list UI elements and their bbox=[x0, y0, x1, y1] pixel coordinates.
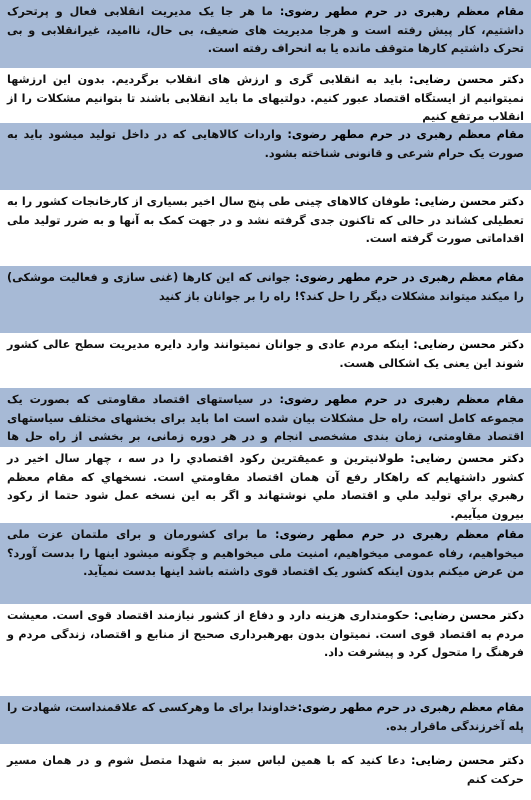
quote-text: در سیاستهای اقتصاد مقاومتی که بصورت یک مجموعه کامل است، راه حل مشکلات بیان شده است اما باید برای بخشهای مختلف سیاستهای اقتصاد مقاومتی، زمان بندی مشخصی انجام و در هر دوره زمانی، بر بخشی از راه حل ها bbox=[7, 393, 524, 444]
quote-text: ما هر جا یک مدیریت انقلابی فعال و پرتحرک داشتیم، کار پیش رفته است و هرجا مدیریت های ضعیف، بی حال، ناامید، غیرانقلابی و بی تحرک داشتیم کارها متوقف مانده یا به انحراف رفته است. bbox=[7, 5, 524, 56]
speaker-label: مقام معظم رهبری در حرم مطهر رضوی: bbox=[279, 5, 525, 18]
speaker-label: دکتر محسن رضایی: bbox=[413, 609, 524, 622]
speaker-label: مقام معظم رهبری در حرم مطهر رضوی: bbox=[297, 701, 524, 714]
dialogue-block-2 bbox=[0, 68, 531, 123]
quote-text: خداوندا برای ما وهرکسی که علاقمنداست، شهادت را پله آخرزندگی ماقرار بده. bbox=[7, 701, 524, 733]
quote-text: طولانيترين و عميقترين ركود اقتصادي را در سه ، چهار سال اخير در كشور داشتهايم كه راهكار رفع آن همان اقتصاد مقاومتي است. نسخهاي كه مقام معظم رهبري براي توليد ملي و اقتصاد ملي نوشتهاند و اگر به اين نسخه عمل شود حتما از ركود بيرون ميآييم. bbox=[7, 452, 524, 521]
quote-text: حکومتداری هزینه دارد و دفاع از کشور نیازمند اقتصاد قوی است. معیشت مردم به اقتصاد قوی است. نمیتوان بدون بهرهبرداری صحیح از منابع و اقتصاد، زندگی مردم و فرهنگ را متحول کرد و پیشرفت داد. bbox=[7, 609, 524, 660]
dialogue-block-11 bbox=[0, 696, 531, 744]
dialogue-block-3 bbox=[0, 123, 531, 190]
dialogue-block-1 bbox=[0, 0, 531, 68]
speaker-label: دکتر محسن رضایی: bbox=[414, 195, 524, 208]
speaker-label: دکتر محسن رضایی: bbox=[410, 754, 524, 767]
quote-text: طوفان کالاهای چینی طی پنج سال اخیر بسیاری از کارخانجات کشور را به تعطیلی کشاند در حالی که تاکنون جدی گرفته نشد و در جهت کمک به آنها و به ضرر تولید ملی اقداماتی صورت گرفته است. bbox=[7, 195, 524, 246]
speaker-label: مقام معظم رهبری در حرم مطهر رضوی: bbox=[295, 271, 524, 284]
speaker-label: دکتر محسن رضایی: bbox=[413, 338, 524, 351]
dialogue-block-12 bbox=[0, 744, 531, 800]
dialogue-block-9 bbox=[0, 523, 531, 604]
quote-text: واردات کالاهایی که در داخل تولید میشود باید به صورت یک حرام شرعی و قانونی شناخته بشود. bbox=[7, 128, 524, 160]
dialogue-block-5 bbox=[0, 266, 531, 333]
speaker-label: مقام معظم رهبری در حرم مطهر رضوی: bbox=[287, 128, 525, 141]
quote-text: اینکه مردم عادی و جوانان نمیتوانند وارد دایره مدیریت سطح عالی کشور شوند این یعنی یک اشکالی هست. bbox=[7, 338, 524, 370]
dialogue-block-10 bbox=[0, 604, 531, 696]
speaker-label: مقام معظم رهبری در حرم مطهر رضوی: bbox=[275, 528, 524, 541]
quote-text: ما برای کشورمان و برای ملتمان عزت ملی میخواهیم، رفاه عمومی میخواهیم، امنیت ملی میخواهیم و چگونه میشود اینها را بدست آورد؟ من عرض میکنم بدون اینکه کشور یک اقتصاد قوی داشته باشد اینها بدست نمیآید. bbox=[7, 528, 524, 579]
quote-text: جوانی که این کارها (غنی سازی و فعالیت موشکی) را میکند میتواند مشکلات دیگر را حل کند؟! راه را بر جوانان باز کنید bbox=[7, 271, 524, 303]
quote-text: دعا کنید که با همین لباس سبز به شهدا متصل شوم و در همان مسیر حرکت کنم bbox=[7, 754, 524, 786]
dialogue-block-7 bbox=[0, 388, 531, 447]
speaker-label: دکتر محسن رضایی: bbox=[410, 452, 524, 465]
speaker-label: مقام معظم رهبری در حرم مطهر رضوی: bbox=[279, 393, 524, 406]
dialogue-block-8 bbox=[0, 447, 531, 523]
dialogue-block-6 bbox=[0, 333, 531, 388]
dialogue-block-4 bbox=[0, 190, 531, 266]
quote-text: باید به انقلابی گری و ارزش های انقلاب برگردیم. بدون این ارزشها نمیتوانیم از ایستگاه اقتصاد عبور کنیم. دولتیهای ما باید انقلابی باشند تا بتوانیم مشکلات را از انقلاب مرتفع کنیم bbox=[7, 73, 524, 123]
speaker-label: دکتر محسن رضایی: bbox=[409, 73, 524, 86]
